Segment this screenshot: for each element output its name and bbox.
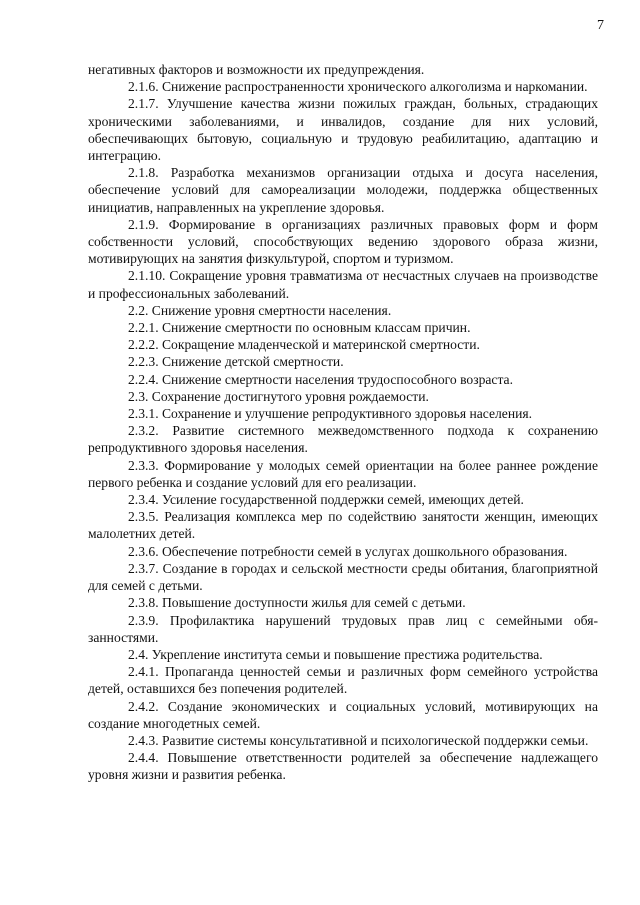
paragraph-2-3-6: 2.3.6. Обеспечение потребности семей в услугах дошкольного образования. [128,543,568,559]
paragraph-2-1-9: 2.1.9. Формирование в организациях различных правовых форм и форм собственности условий, способствующих ведению здорового образа жизни, мотивирующих на занятия физкультурой, спортом и туризмом. [88,216,598,267]
paragraph-2-2-2: 2.2.2. Сокращение младенческой и материнской смертности. [128,337,480,353]
paragraph-continuation: негативных факторов и возможности их предупреждения. [88,62,425,77]
paragraph-2-2-4: 2.2.4. Снижение смертности населения трудоспособного возраста. [128,371,513,387]
paragraph-2-3-9: 2.3.9. Профилактика нарушений трудовых прав лиц с семейными обязанностями. [88,612,598,645]
paragraph-2-3-5: 2.3.5. Реализация комплекса мер по содействию занятости женщин, имеющих малолетних детей. [88,509,598,542]
paragraph-2-4-4: 2.4.4. Повышение ответственности родителей за обеспечение надлежащего уровня жизни и развития ребенка. [88,750,598,783]
paragraph-2-4-1: 2.4.1. Пропаганда ценностей семьи и различных форм семейного устройства детей, оставшихся без попечения родителей. [88,664,598,697]
paragraph-2-3-8: 2.3.8. Повышение доступности жилья для семей с детьми. [128,595,466,611]
paragraph-2-1-10: 2.1.10. Сокращение уровня травматизма от несчастных случаев на производстве и профессиональных заболеваний. [88,268,598,301]
section-heading-2-2: 2.2. Снижение уровня смертности населения. [128,302,392,318]
section-heading-2-4: 2.4. Укрепление института семьи и повышение престижа родительства. [128,646,543,662]
paragraph-2-1-6: 2.1.6. Снижение распространенности хронического алкоголизма и наркомании. [128,79,588,95]
document-body [88,61,598,784]
paragraph-2-3-7: 2.3.7. Создание в городах и сельской местности среды обитания, благоприятной для семей с детьми. [88,560,598,594]
paragraph-2-3-3: 2.3.3. Формирование у молодых семей ориентации на более раннее рождение первого ребенка и создание условий для его реализации. [88,457,598,490]
paragraph-2-1-7: 2.1.7. Улучшение качества жизни пожилых граждан, больных, страдающих хроническими заболеваниями, и инвалидов, создание для них условий, обеспечивающих бытовую, социальную и трудовую реабилитацию, адаптацию и интеграцию. [88,96,598,164]
paragraph-2-2-3: 2.2.3. Снижение детской смертности. [128,354,344,370]
section-heading-2-3: 2.3. Сохранение достигнутого уровня рождаемости. [128,388,429,404]
page-number: 7 [597,18,604,33]
paragraph-2-1-8: 2.1.8. Разработка механизмов организации отдыха и досуга населения, обеспечение условий для самореализации молодежи, поддержка общественных инициатив, направленных на укрепление здоровья. [88,165,598,215]
paragraph-2-4-3: 2.4.3. Развитие системы консультативной и психологической поддержки семьи. [128,732,589,748]
paragraph-2-3-2: 2.3.2. Развитие системного межведомственного подхода к сохранению репродуктивного здоровья населения. [88,423,598,456]
paragraph-2-2-1: 2.2.1. Снижение смертности по основным классам причин. [128,320,471,336]
paragraph-2-3-1: 2.3.1. Сохранение и улучшение репродуктивного здоровья населения. [128,406,533,422]
paragraph-2-4-2: 2.4.2. Создание экономических и социальных условий, мотивирующих на создание многодетных семей. [88,698,598,731]
paragraph-2-3-4: 2.3.4. Усиление государственной поддержки семей, имеющих детей. [128,492,524,508]
